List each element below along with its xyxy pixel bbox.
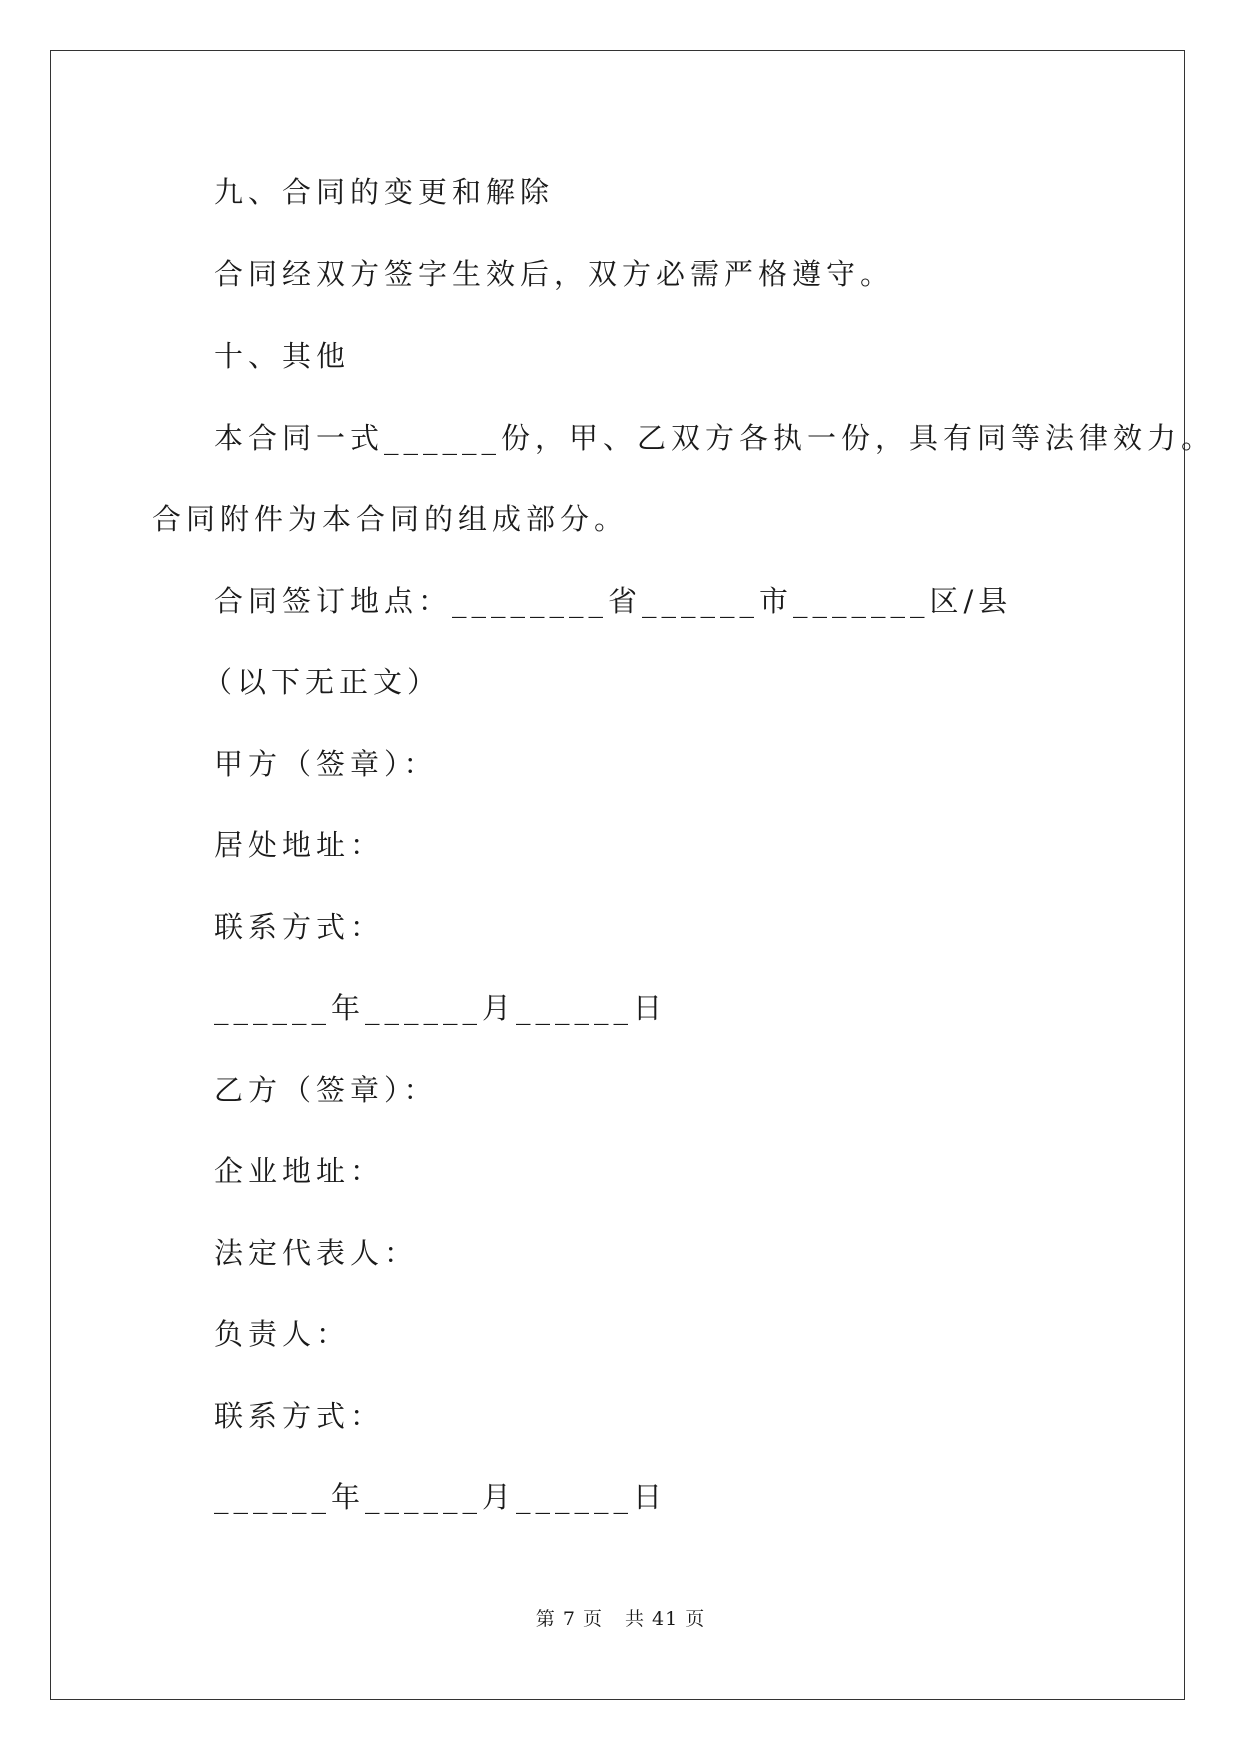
paragraph-attachments: 合同附件为本合同的组成部分。 (152, 502, 629, 536)
party-b-address: 企业地址： (214, 1154, 385, 1188)
party-b-date: ______年______月______日 (214, 1480, 668, 1514)
paragraph-compliance: 合同经双方签字生效后，双方必需严格遵守。 (214, 257, 895, 291)
page-total: 共 41 页 (624, 1608, 706, 1630)
party-b-contact: 联系方式： (214, 1399, 385, 1433)
party-b-person-in-charge: 负责人： (214, 1317, 351, 1351)
party-a-date: ______年______月______日 (214, 991, 668, 1025)
party-a-address: 居处地址： (214, 828, 385, 862)
page-number: 第 7 页 (535, 1608, 603, 1630)
page-footer (0, 1604, 1241, 1631)
paragraph-copies: 本合同一式______份，甲、乙双方各执一份，具有同等法律效力。 (214, 421, 1216, 455)
page-frame (50, 50, 1185, 1700)
party-b-signature: 乙方（签章）： (214, 1073, 438, 1107)
section-heading-change-termination: 九、合同的变更和解除 (214, 175, 555, 209)
party-a-signature: 甲方（签章）： (214, 747, 438, 781)
section-heading-other: 十、其他 (214, 339, 351, 373)
no-further-text-note: （以下无正文） (203, 665, 442, 699)
party-a-contact: 联系方式： (214, 910, 385, 944)
signing-location: 合同签订地点：________省______市_______区/县 (214, 584, 1013, 618)
party-b-legal-representative: 法定代表人： (214, 1236, 419, 1270)
